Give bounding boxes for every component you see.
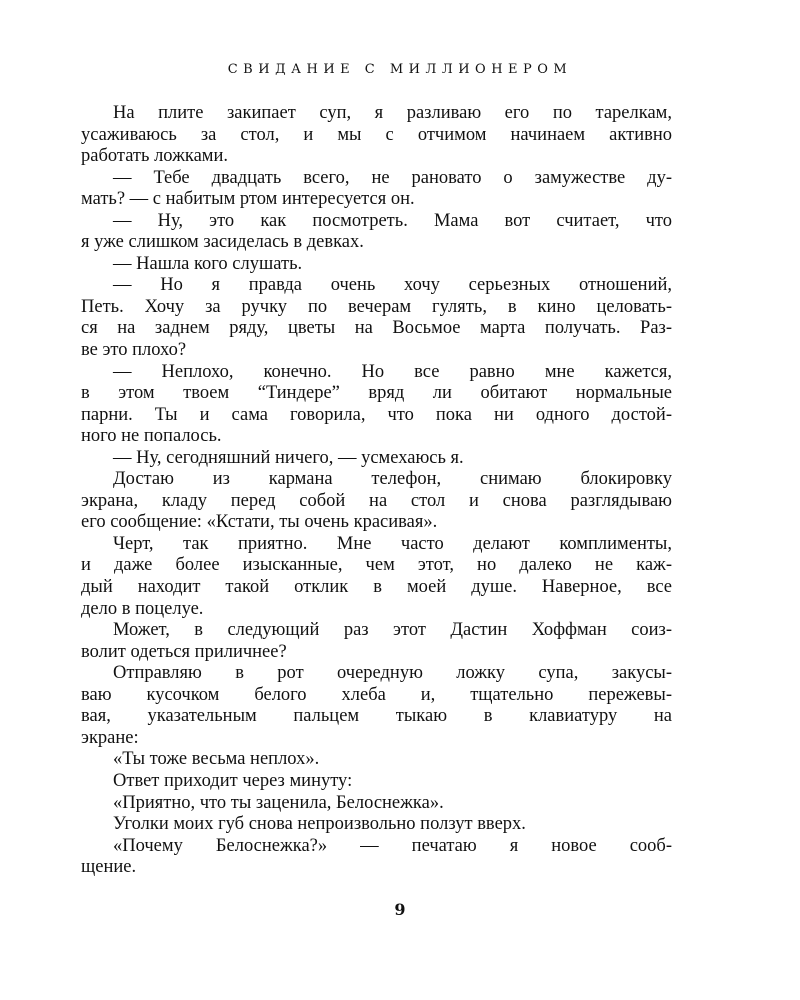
text-line: дело в поцелуе. xyxy=(81,598,204,619)
text-line: в этом твоем “Тиндере” вряд ли обитают нормальные xyxy=(81,383,672,404)
text-line: дый находит такой отклик в моей душе. Наверное, все xyxy=(81,577,672,598)
text-line: «Приятно, что ты заценила, Белоснежка». xyxy=(113,792,444,813)
text-line: Черт, так приятно. Мне часто делают комплименты, xyxy=(113,533,672,554)
text-line: вая, указательным пальцем тыкаю в клавиатуру на xyxy=(81,706,672,727)
text-line: его сообщение: «Кстати, ты очень красивая». xyxy=(81,512,438,533)
text-line: я уже слишком засиделась в девках. xyxy=(81,232,364,253)
text-line: ся на заднем ряду, цветы на Восьмое марта получать. Раз- xyxy=(81,318,672,339)
text-line: экрана, кладу перед собой на стол и снова разглядываю xyxy=(81,490,672,511)
text-line: — Ну, это как посмотреть. Мама вот считает, что xyxy=(113,210,672,231)
text-line: волит одеться приличнее? xyxy=(81,641,287,662)
text-line: — Неплохо, конечно. Но все равно мне кажется, xyxy=(113,361,672,382)
body-text xyxy=(81,103,672,879)
text-line: На плите закипает суп, я разливаю его по тарелкам, xyxy=(113,103,672,123)
text-line: ного не попалось. xyxy=(81,426,222,447)
text-line: Может, в следующий раз этот Дастин Хоффман соиз- xyxy=(113,620,672,641)
text-line: щение. xyxy=(81,857,137,878)
text-line: — Тебе двадцать всего, не рановато о замужестве ду- xyxy=(113,167,672,188)
running-head: СВИДАНИЕ С МИЛЛИОНЕРОМ xyxy=(227,62,573,77)
text-line: и даже более изысканные, чем этот, но далеко не каж- xyxy=(81,555,672,576)
text-line: «Почему Белоснежка?» — печатаю я новое сооб- xyxy=(113,835,672,856)
text-line: Уголки моих губ снова непроизвольно ползут вверх. xyxy=(113,814,526,835)
text-line: Достаю из кармана телефон, снимаю блокировку xyxy=(113,469,672,490)
text-line: ваю кусочком белого хлеба и, тщательно пережевы- xyxy=(81,684,672,705)
text-line: усаживаюсь за стол, и мы с отчимом начинаем активно xyxy=(81,124,672,145)
text-line: — Но я правда очень хочу серьезных отношений, xyxy=(113,275,672,296)
text-line: ве это плохо? xyxy=(81,340,187,361)
text-line: парни. Ты и сама говорила, что пока ни одного достой- xyxy=(81,404,672,425)
page-number: 9 xyxy=(394,900,406,919)
text-line: «Ты тоже весьма неплох». xyxy=(113,749,320,770)
text-line: мать? — с набитым ртом интересуется он. xyxy=(81,189,415,210)
text-line: Отправляю в рот очередную ложку супа, закусы- xyxy=(113,663,672,684)
text-line: Петь. Хочу за ручку по вечерам гулять, в кино целовать- xyxy=(81,296,672,317)
text-line: экране: xyxy=(81,727,139,748)
text-line: работать ложками. xyxy=(81,146,229,167)
text-line: — Ну, сегодняшний ничего, — усмехаюсь я. xyxy=(113,447,464,468)
text-line: Ответ приходит через минуту: xyxy=(113,770,353,791)
text-line: — Нашла кого слушать. xyxy=(113,253,303,274)
